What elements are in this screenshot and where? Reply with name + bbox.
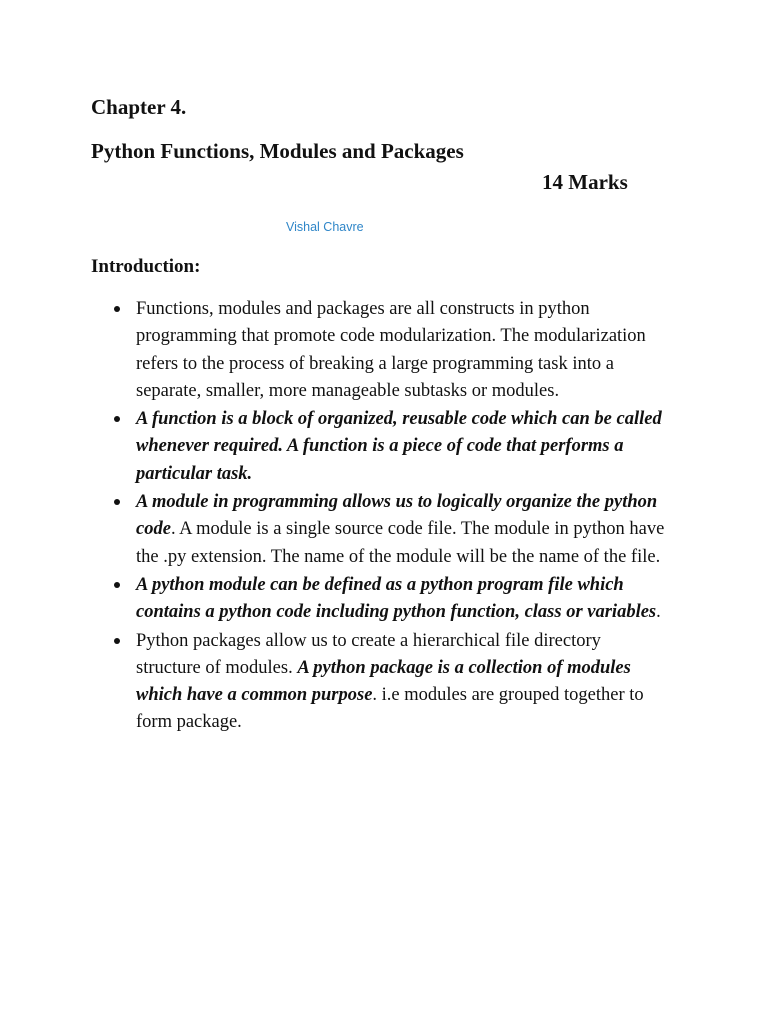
- bullet-text: Functions, modules and packages are all constructs in python programming that promote code modularization. The modularization refers to the process of breaking a large programming task into a separate, smaller, more manageable subtasks or modules.: [136, 299, 646, 401]
- bullet-dot-icon: [114, 638, 120, 644]
- bullet-dot-icon: [114, 582, 120, 588]
- chapter-heading: Chapter 4.: [91, 95, 187, 119]
- chapter-title: Python Functions, Modules and Packages: [91, 139, 464, 163]
- bullet-emphasis-text: A function is a block of organized, reusable code which can be called whenever required. A function is a piece of code that performs a particular task.: [136, 409, 662, 484]
- bullet-item: [110, 572, 670, 627]
- section-heading: Introduction:: [91, 256, 201, 277]
- bullet-list: [110, 296, 670, 738]
- bullet-text: . A module is a single source code file. The module in python have the .py extension. The name of the module will be the name of the file.: [136, 519, 665, 567]
- bullet-dot-icon: [114, 499, 120, 505]
- bullet-item: [110, 406, 670, 488]
- author-name: Vishal Chavre: [286, 220, 364, 234]
- bullet-emphasis-text: A module in programming allows us to logically organize the python code: [136, 492, 658, 540]
- bullet-dot-icon: [114, 416, 120, 422]
- bullet-emphasis-text: A python module can be defined as a python program file which contains a python code including python function, class or variables: [136, 574, 657, 623]
- bullet-item: [110, 296, 670, 405]
- bullet-text: Python packages allow us to create a hierarchical file directory structure of modules.: [136, 630, 601, 678]
- bullet-item: [110, 628, 670, 737]
- bullet-emphasis-text: A python package is a collection of modules which have a common purpose: [136, 657, 631, 706]
- bullet-dot-icon: [114, 306, 120, 312]
- bullet-text: . i.e modules are grouped together to form package.: [136, 685, 644, 733]
- marks-label: 14 Marks: [542, 170, 628, 194]
- bullet-item: [110, 489, 670, 571]
- bullet-text: .: [656, 602, 661, 623]
